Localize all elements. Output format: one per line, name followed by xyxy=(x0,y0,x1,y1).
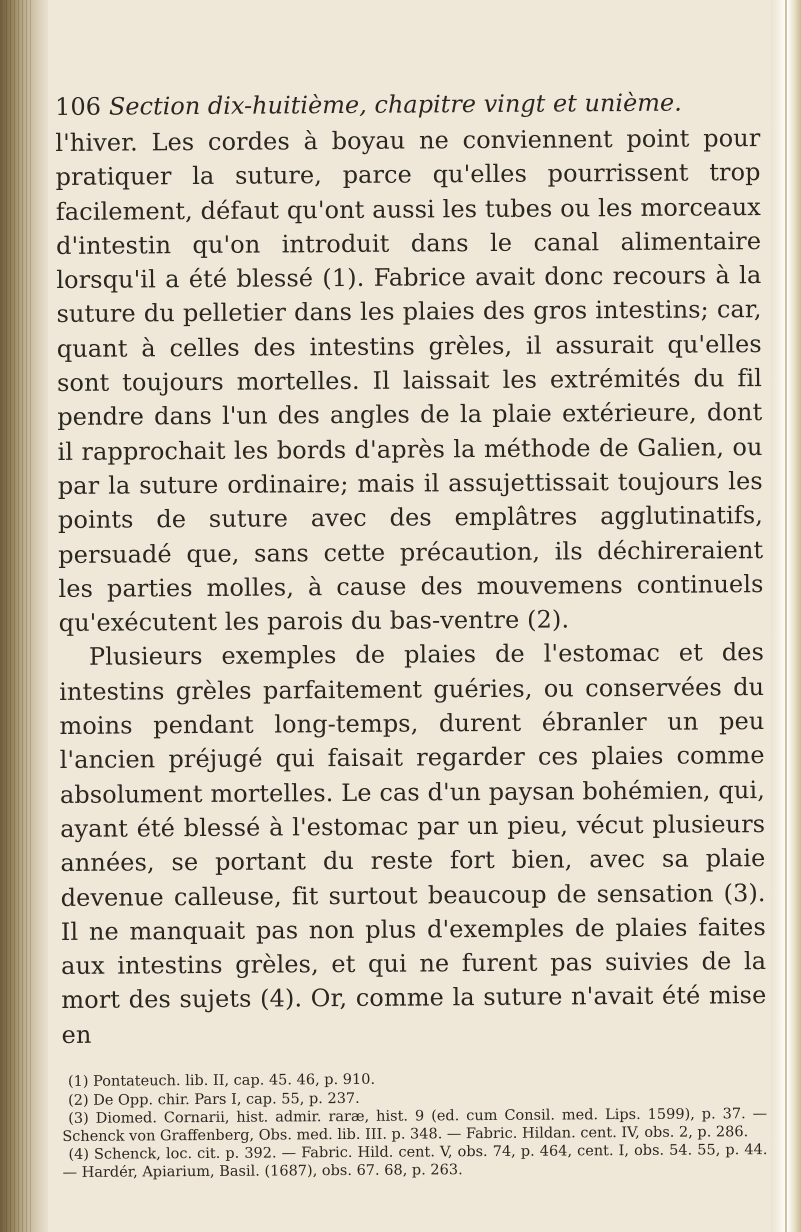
book-binding-gutter xyxy=(0,0,48,1232)
paragraph-1: l'hiver. Les cordes à boyau ne conviennent point pour pratiquer la suture, parce qu'elles pourrissent trop facilement, défaut qu'ont aussi les tubes ou les morceaux d'intestin qu'on introduit dans le canal alimentaire lorsqu'il a été blessé (1). Fabrice avait donc recours à la suture du pelletier dans les plaies des gros intestins; car, quant à celles des intestins grèles, il assurait qu'elles sont toujours mortelles. Il laissait les extrémités du fil pendre dans l'un des angles de la plaie extérieure, dont il rapprochait les bords d'après la méthode de Galien, ou par la suture ordinaire; mais il assujettissait toujours les points de suture avec des emplâtres agglutinatifs, persuadé que, sans cette précaution, ils déchireraient les parties molles, à cause des mouvemens continuels qu'exécutent les parois du bas-ventre (2). xyxy=(55,124,764,638)
footnote-2: (2) De Opp. chir. Pars I, cap. 55, p. 237. xyxy=(67,1090,360,1109)
running-header xyxy=(55,85,760,124)
footnote-4: (4) Schenck, loc. cit. p. 392. — Fabric. Hild. cent. V, obs. 74, p. 464, cent. I, obs. 54. 55, p. 44. — Hardér, Apiarium, Basil. (1687), obs. 67. 68, p. 263. xyxy=(62,1142,768,1181)
footnote-1: (1) Pontateuch. lib. II, cap. 45. 46, p. 910. xyxy=(67,1071,376,1090)
paragraph-2: Plusieurs exemples de plaies de l'estomac et des intestins grèles parfaitement guéries, ou conservées du moins pendant long-temps, durent ébranler un peu l'ancien préjugé qui faisait regarder ces plaies comme absolument mortelles. Le cas d'un paysan bohémien, qui, ayant été blessé à l'estomac par un pieu, vécut plusieurs années, se portant du reste fort bien, avec sa plaie devenue calleuse, fit surtout beaucoup de sensation (3). Il ne manquait pas non plus d'exemples de plaies faites aux intestins grèles, et qui ne furent pas suivies de la mort des sujets (4). Or, comme la suture n'avait été mise en xyxy=(59,638,767,1049)
main-text xyxy=(55,121,766,1052)
footnotes xyxy=(62,1069,768,1182)
running-title: Section dix-huitième, chapitre vingt et unième. xyxy=(108,88,682,121)
page-number: 106 xyxy=(55,92,102,121)
footnote-3: (3) Diomed. Cornarii, hist. admir. raræ, hist. 9 (ed. cum Consil. med. Lips. 1599), p. 37. — Schenck von Graffenberg, Obs. med. lib. III. p. 348. — Fabric. Hildan. cent. IV, obs. 2, p. 286. xyxy=(62,1106,768,1145)
binding-texture xyxy=(6,0,34,1232)
book-page xyxy=(55,85,768,1210)
page-edge-rule xyxy=(785,0,787,1232)
